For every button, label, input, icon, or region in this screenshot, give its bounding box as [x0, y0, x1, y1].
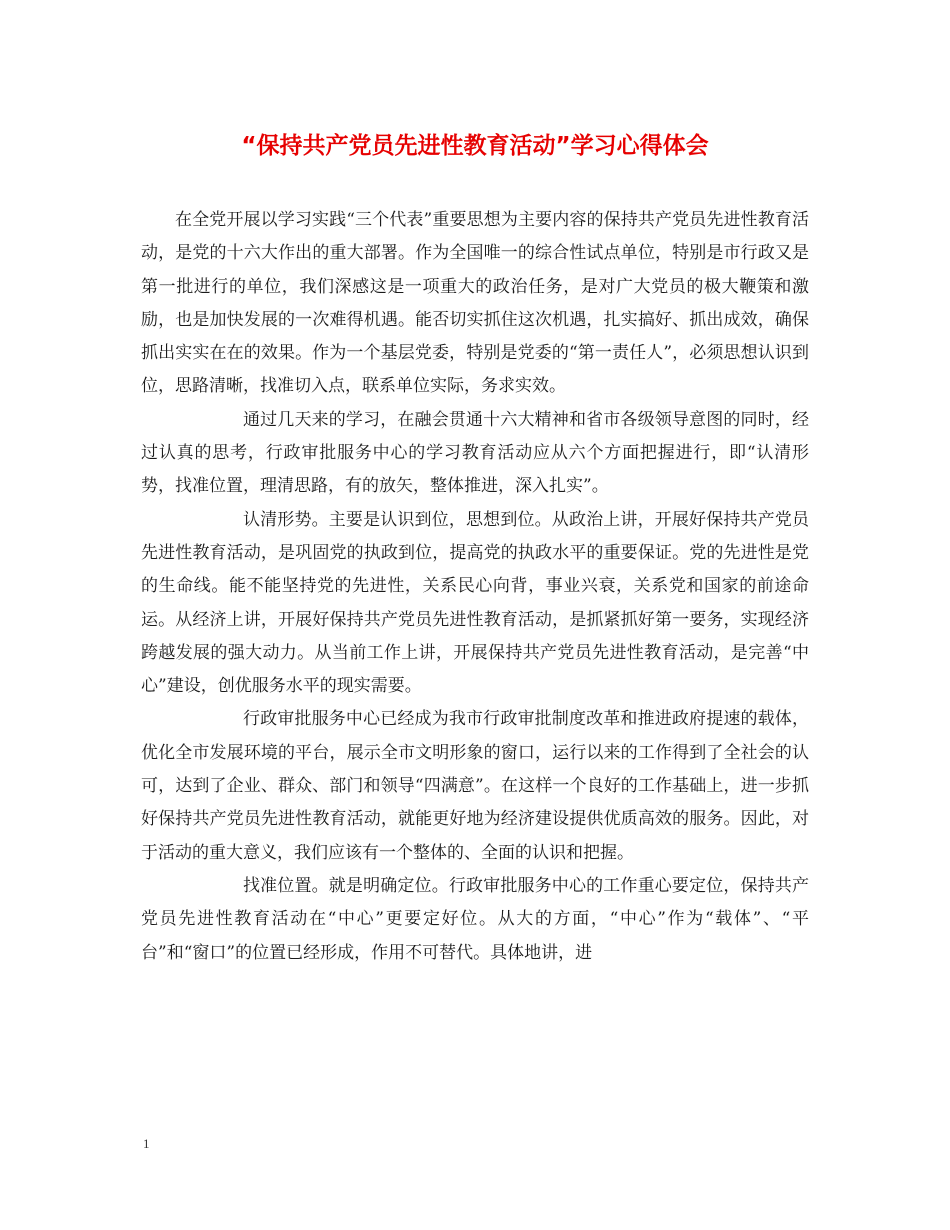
paragraph-center: 行政审批服务中心已经成为我市行政审批制度改革和推进政府提速的载体，优化全市发展环境的平台，展示全市文明形象的窗口，运行以来的工作得到了全社会的认可，达到了企业、群众、部门和领导“四满意”。在这样一个良好的工作基础上，进一步抓好保持共产党员先进性教育活动，就能更好地为经济建设提供优质高效的服务。因此，对于活动的重大意义，我们应该有一个整体的、全面的认识和把握。 — [141, 709, 809, 863]
paragraph-position: 找准位置。就是明确定位。行政审批服务中心的工作重心要定位，保持共产党员先进性教育活动在“中心”更要定好位。从大的方面，“中心”作为“载体”、“平台”和“窗口”的位置已经形成，作用不可替代。具体地讲，进 — [141, 875, 809, 963]
page-number: 1 — [143, 1136, 150, 1151]
paragraph-intro: 在全党开展以学习实践“三个代表”重要思想为主要内容的保持共产党员先进性教育活动，是党的十六大作出的重大部署。作为全国唯一的综合性试点单位，特别是市行政又是第一批进行的单位，我们深感这是一项重大的政治任务，是对广大党员的极大鞭策和激励，也是加快发展的一次难得机遇。能否切实抓住这次机遇，扎实搞好、抓出成效，确保抓出实实在在的效果。作为一个基层党委，特别是党委的“第一责任人”，必须思想认识到位，思路清晰，找准切入点，联系单位实际，务求实效。 — [141, 210, 809, 397]
paragraph-study: 通过几天来的学习，在融会贯通十六大精神和省市各级领导意图的同时，经过认真的思考，行政审批服务中心的学习教育活动应从六个方面把握进行，即“认清形势，找准位置，理清思路，有的放矢，整体推进，深入扎实”。 — [141, 409, 809, 497]
document-title: “保持共产党员先进性教育活动”学习心得体会 — [241, 133, 709, 159]
paragraph-situation: 认清形势。主要是认识到位，思想到位。从政治上讲，开展好保持共产党员先进性教育活动，是巩固党的执政到位，提高党的执政水平的重要保证。党的先进性是党的生命线。能不能坚持党的先进性，关系民心向背，事业兴衰，关系党和国家的前途命运。从经济上讲，开展好保持共产党员先进性教育活动，是抓紧抓好第一要务，实现经济跨越发展的强大动力。从当前工作上讲，开展保持共产党员先进性教育活动，是完善“中心”建设，创优服务水平的现实需要。 — [141, 509, 809, 697]
document-body — [141, 204, 809, 970]
